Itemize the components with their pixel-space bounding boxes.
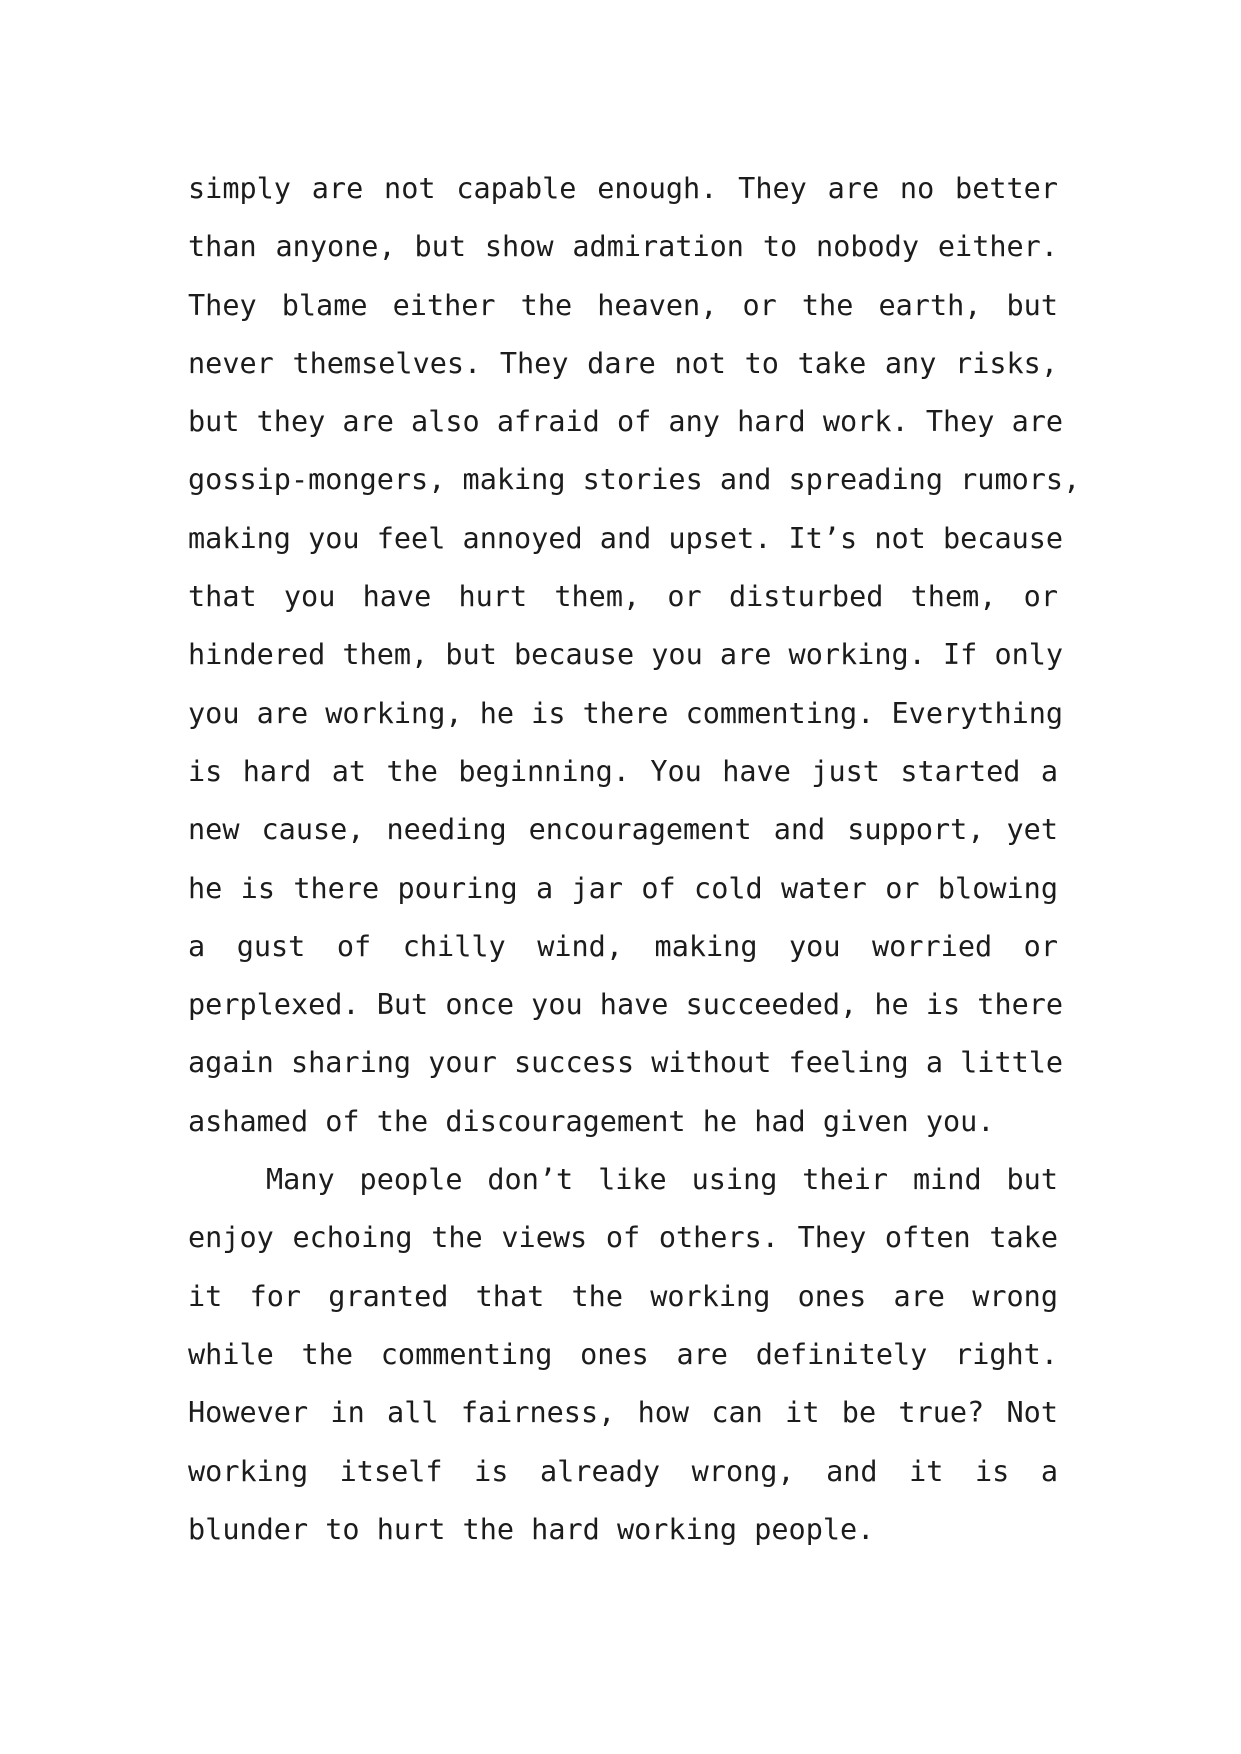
text-line: than anyone, but show admiration to nobody either.: [188, 230, 1058, 264]
text-line: simply are not capable enough. They are no better: [188, 172, 1058, 205]
text-line: never themselves. They dare not to take any risks,: [188, 346, 1058, 380]
text-line: working itself is already wrong, and it is a: [188, 1454, 1058, 1488]
text-line: but they are also afraid of any hard work. They are: [188, 405, 1064, 439]
text-line: while the commenting ones are definitely right.: [188, 1337, 1058, 1371]
text-line: you are working, he is there commenting. Everything: [188, 696, 1064, 730]
text-line: perplexed. But once you have succeeded, he is there: [188, 988, 1064, 1022]
text-line: is hard at the beginning. You have just started a: [188, 754, 1058, 788]
text-line: a gust of chilly wind, making you worried or: [188, 929, 1058, 963]
text-line: ashamed of the discouragement he had given you.: [188, 1104, 995, 1138]
text-line: blunder to hurt the hard working people.: [188, 1512, 875, 1546]
text-line: However in all fairness, how can it be true? Not: [188, 1396, 1058, 1430]
text-line: it for granted that the working ones are wrong: [188, 1279, 1058, 1313]
body-text: [188, 160, 1081, 1559]
text-line: that you have hurt them, or disturbed them, or: [188, 580, 1058, 614]
text-line: gossip-mongers, making stories and spreading rumors,: [188, 463, 1081, 497]
text-line: he is there pouring a jar of cold water or blowing: [188, 871, 1058, 905]
text-line: Many people don’t like using their mind but: [266, 1163, 1058, 1197]
text-line: hindered them, but because you are working. If only: [188, 638, 1064, 672]
text-line: new cause, needing encouragement and support, yet: [188, 813, 1058, 847]
text-line: enjoy echoing the views of others. They often take: [188, 1221, 1058, 1255]
text-line: making you feel annoyed and upset. It’s not because: [188, 521, 1064, 555]
text-line: They blame either the heaven, or the earth, but: [188, 288, 1058, 322]
text-line: again sharing your success without feeling a little: [188, 1046, 1064, 1080]
